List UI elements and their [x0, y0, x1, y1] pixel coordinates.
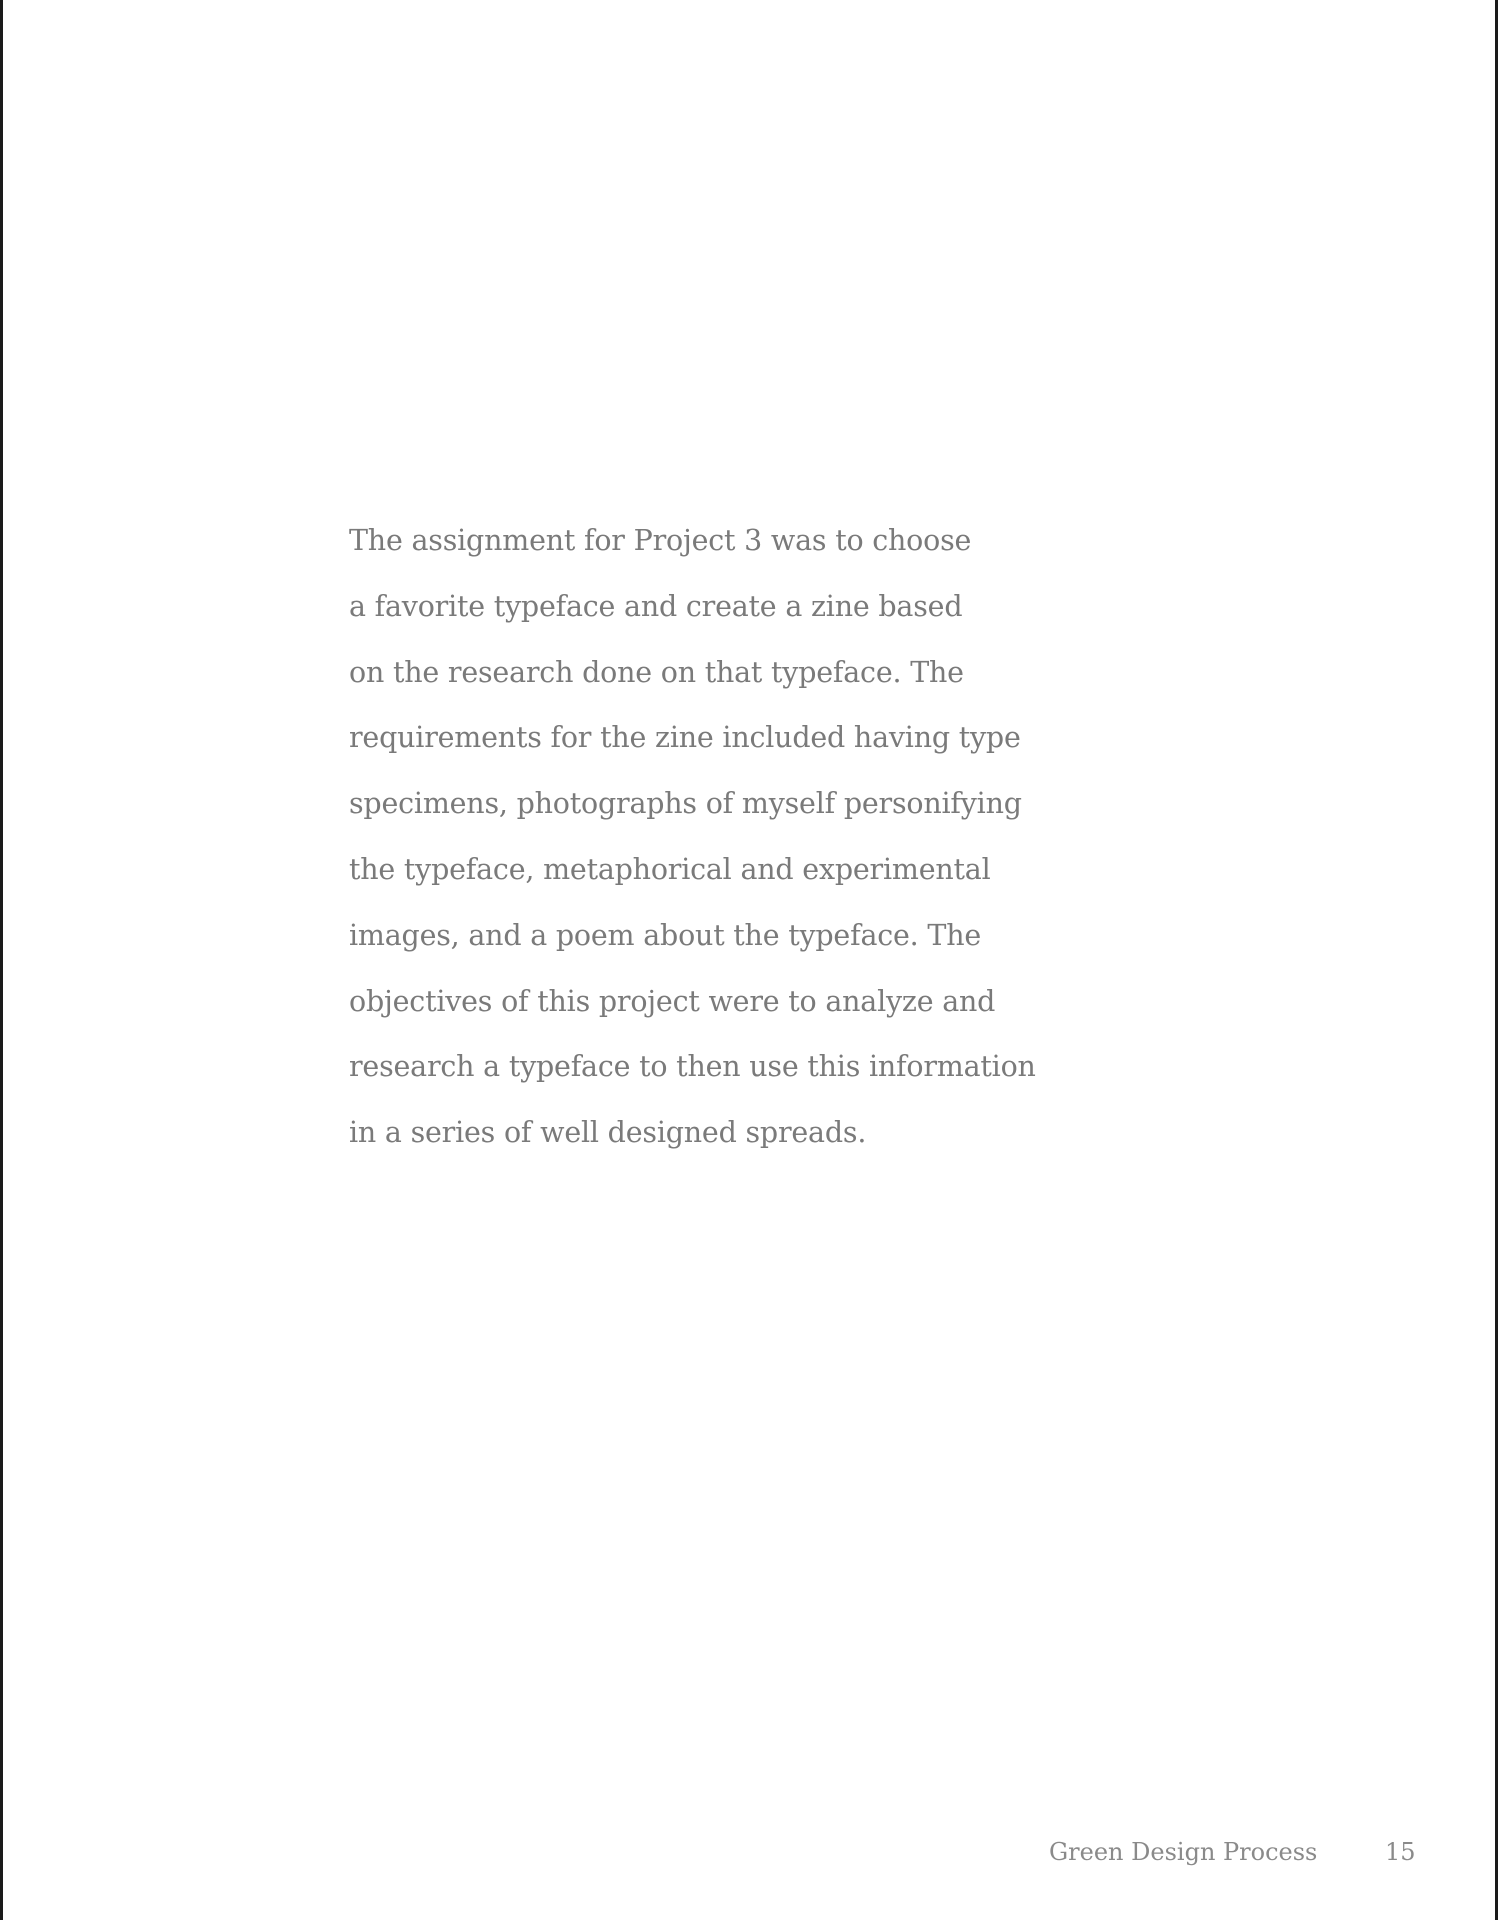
body-line: in a series of well designed spreads. — [349, 1116, 867, 1150]
page-number: 15 — [1385, 1838, 1416, 1866]
body-line: a favorite typeface and create a zine based — [349, 589, 963, 623]
page-edge-left — [0, 0, 3, 1920]
body-line: objectives of this project were to analyze and — [349, 984, 996, 1018]
body-line: images, and a poem about the typeface. The — [349, 918, 982, 952]
body-line: specimens, photographs of myself personifying — [349, 787, 1022, 821]
body-line: on the research done on that typeface. The — [349, 655, 964, 689]
footer-section-title: Green Design Process — [1049, 1838, 1318, 1866]
body-line: requirements for the zine included having type — [349, 721, 1021, 755]
body-line: research a typeface to then use this information — [349, 1050, 1036, 1084]
body-line: the typeface, metaphorical and experimental — [349, 852, 991, 886]
body-paragraph — [349, 508, 1109, 1166]
body-line: The assignment for Project 3 was to choose — [349, 524, 972, 557]
